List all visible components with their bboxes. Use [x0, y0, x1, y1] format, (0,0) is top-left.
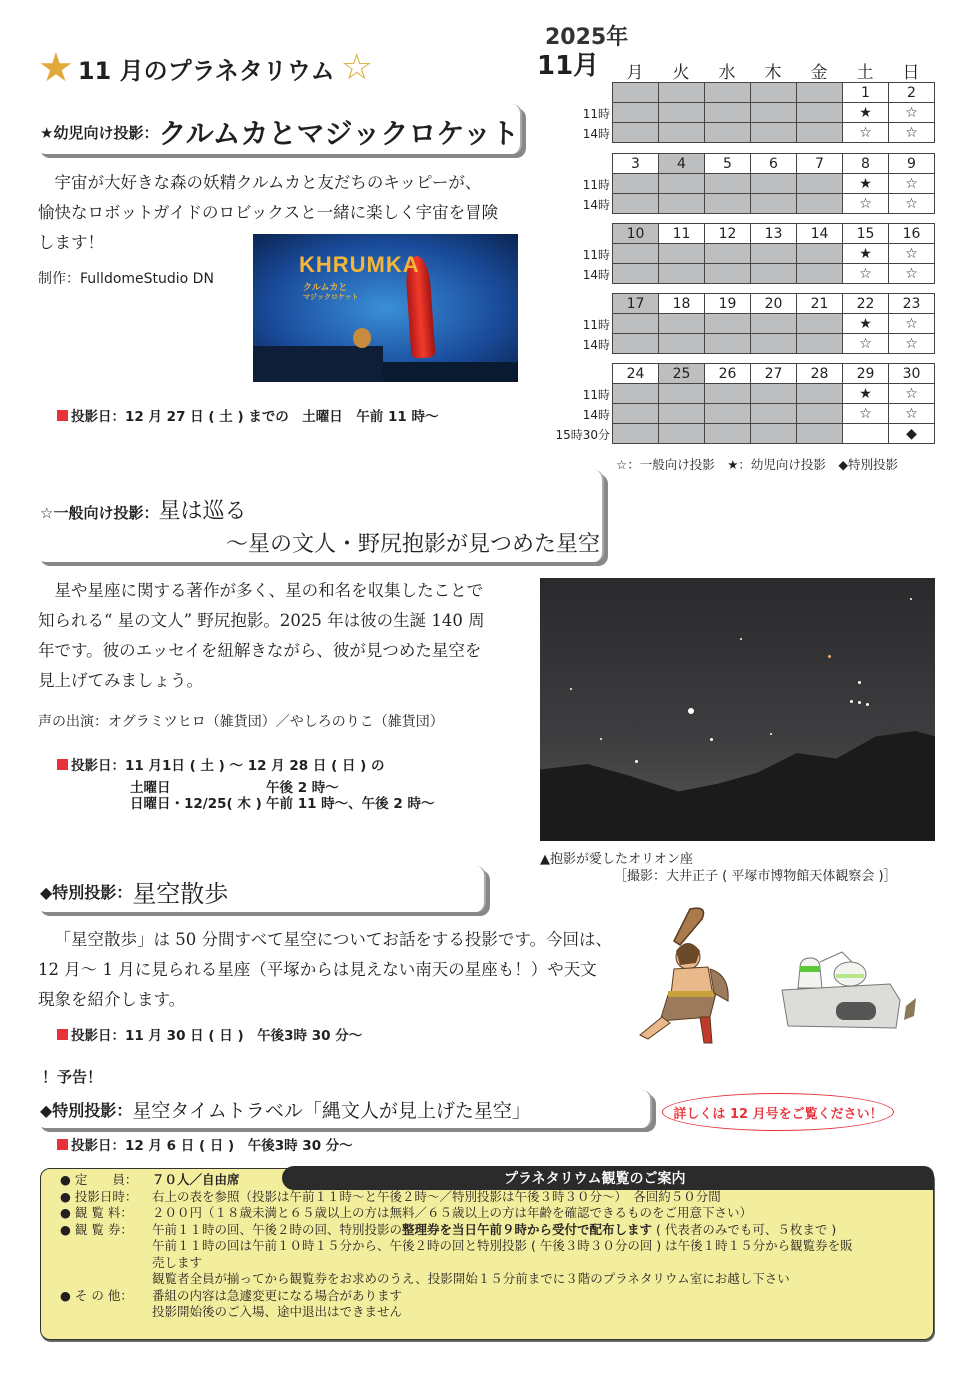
calendar-slot: ★ — [843, 244, 889, 264]
calendar-time-label: 11時 — [582, 318, 610, 332]
calendar-slot — [613, 334, 659, 354]
mountain-silhouette — [540, 731, 935, 841]
calendar-slot — [751, 244, 797, 264]
calendar-day-number — [659, 83, 705, 103]
calendar-slot: ☆ — [889, 264, 935, 284]
info-value: 売します — [152, 1254, 203, 1270]
weekday: 木 — [764, 63, 782, 83]
calendar-slot: ☆ — [889, 123, 935, 143]
calendar-time-label: 14時 — [582, 127, 610, 141]
calendar-slot — [797, 424, 843, 444]
info-label: ● 定 員： — [60, 1172, 138, 1187]
calendar-slot: ☆ — [889, 384, 935, 404]
section2-title-line1: 星は巡る — [158, 499, 247, 524]
calendar-slot — [613, 103, 659, 123]
calendar-day-number: 4 — [659, 154, 705, 174]
calendar-slot: ☆ — [843, 123, 889, 143]
section2-date — [57, 754, 385, 774]
calendar-slot — [751, 264, 797, 284]
info-label — [60, 1271, 152, 1288]
calendar-time-label: 15時30分 — [555, 428, 610, 442]
info-row — [60, 1288, 932, 1305]
section1-title: クルムカとマジックロケット — [158, 117, 520, 150]
calendar-slot — [613, 174, 659, 194]
weekday: 土 — [856, 63, 874, 83]
calendar-slot — [705, 103, 751, 123]
info-row — [60, 1172, 932, 1189]
calendar-week — [612, 293, 934, 354]
calendar-slot — [613, 384, 659, 404]
calendar-slot — [751, 194, 797, 214]
calendar-slot — [659, 314, 705, 334]
calendar-day-number: 11 — [659, 224, 705, 244]
body-line: 「星空散歩」は 50 分間すべて星空についてお話をする投影です。今回は、 — [54, 930, 613, 949]
calendar-slot — [659, 404, 705, 424]
calendar-slot — [613, 424, 659, 444]
calendar-slot — [705, 334, 751, 354]
calendar-slot — [659, 174, 705, 194]
calendar-slot — [613, 194, 659, 214]
notice-label: ！予告！ — [42, 1068, 103, 1086]
calendar-slot — [659, 334, 705, 354]
info-value: 投影開始後のご入場、途中退出はできません — [152, 1304, 403, 1319]
info-value: 午前１１時の回、午後２時の回、特別投影の整理券を当日午前９時から受付で配布します ( 代表者のみでも可、５枚まで ) — [152, 1221, 837, 1237]
khrumka-poster-image — [253, 234, 518, 382]
section3-date — [57, 1024, 362, 1044]
calendar-week — [612, 153, 934, 214]
body-line: 星や星座に関する著作が多く、星の和名を収集したことで — [54, 581, 484, 600]
calendar-day-number: 20 — [751, 294, 797, 314]
visitor-info-title: プラネタリウム観覧のご案内 — [282, 1166, 934, 1190]
calendar-slot — [705, 174, 751, 194]
section2-body — [38, 576, 533, 696]
info-row — [60, 1222, 932, 1239]
calendar-slot — [797, 314, 843, 334]
notice-date — [57, 1134, 353, 1154]
calendar-week — [612, 363, 934, 444]
calendar-slot — [659, 123, 705, 143]
section1-prefix: ★幼児向け投影： — [40, 123, 159, 142]
section3-heading — [36, 866, 486, 912]
calendar-slot — [751, 123, 797, 143]
calendar-slot: ☆ — [889, 404, 935, 424]
calendar-day-number: 16 — [889, 224, 935, 244]
calendar-month: 11月 — [537, 51, 600, 81]
calendar-day-number: 17 — [613, 294, 659, 314]
calendar-day-number: 25 — [659, 364, 705, 384]
calendar-day-number: 6 — [751, 154, 797, 174]
calendar-slot: ☆ — [889, 314, 935, 334]
calendar-day-number: 23 — [889, 294, 935, 314]
info-value: ７０人／自由席 — [152, 1172, 240, 1187]
info-row — [60, 1255, 932, 1272]
info-row — [60, 1205, 932, 1222]
info-label: ● 観 覧 券： — [60, 1221, 133, 1237]
calendar-slot — [659, 244, 705, 264]
calendar-slot — [659, 384, 705, 404]
calendar-year: 2025年 — [545, 25, 629, 50]
calendar-slot — [705, 194, 751, 214]
info-label — [60, 1238, 152, 1255]
date-text: 投影日：11 月 30 日 ( 日 ) 午後3時 30 分〜 — [71, 1028, 363, 1044]
calendar-slot: ☆ — [843, 264, 889, 284]
calendar-slot — [705, 244, 751, 264]
info-row — [60, 1189, 932, 1206]
section1-date — [57, 405, 439, 425]
calendar-slot: ☆ — [843, 194, 889, 214]
schedule-time: 午前 11 時〜、午後 2 時〜 — [266, 796, 435, 812]
calendar-slot: ☆ — [843, 404, 889, 424]
page-title — [38, 45, 373, 91]
weekday: 水 — [718, 63, 736, 83]
body-line: 知られる“ 星の文人” 野尻抱影。2025 年は彼の生誕 140 周 — [38, 611, 485, 630]
calendar-slot: ★ — [843, 384, 889, 404]
calendar-slot — [659, 103, 705, 123]
calendar-slot — [613, 404, 659, 424]
calendar-slot — [613, 264, 659, 284]
calendar-slot — [751, 384, 797, 404]
calendar-day-number: 8 — [843, 154, 889, 174]
calendar-slot: ☆ — [889, 103, 935, 123]
creature-illustration — [353, 328, 371, 348]
calendar-slot: ☆ — [889, 244, 935, 264]
info-label — [60, 1255, 152, 1272]
info-value: 右上の表を参照（投影は午前１１時〜と午後２時〜／特別投影は午後３時３０分〜） 各回約５０分間 — [152, 1188, 721, 1204]
see-december-issue-callout: 詳しくは 12 月号をご覧ください！ — [662, 1093, 894, 1131]
calendar-legend: ☆：一般向け投影 ★：幼児向け投影 ◆特別投影 — [616, 457, 899, 472]
info-label — [60, 1304, 152, 1321]
body-line: 12 月〜 1 月に見られる星座（平塚からは見えない南天の星座も！）や天文 — [38, 960, 597, 979]
notice-heading — [36, 1090, 652, 1128]
calendar-day-number: 27 — [751, 364, 797, 384]
calendar-day-number: 13 — [751, 224, 797, 244]
caveman-illustration — [630, 905, 740, 1045]
date-text: 投影日：11 月1日 ( 土 ) 〜 12 月 28 日 ( 日 ) の — [71, 758, 385, 774]
calendar-weekday-header — [612, 58, 934, 83]
calendar-slot — [797, 404, 843, 424]
calendar-slot — [797, 244, 843, 264]
calendar-time-label: 11時 — [582, 178, 610, 192]
calendar-time-label: 11時 — [582, 107, 610, 121]
calendar-slot — [659, 424, 705, 444]
weekday: 火 — [672, 63, 690, 83]
photo-credit: ［撮影：大井正子 ( 平塚市博物館天体観察会 )］ — [614, 869, 897, 884]
notice-title: 星空タイムトラベル「縄文人が見上げた星空」 — [132, 1099, 531, 1122]
calendar-time-label: 11時 — [582, 248, 610, 262]
calendar-day-number: 21 — [797, 294, 843, 314]
lab-apparatus-illustration — [780, 950, 920, 1030]
section1-credit: 制作：FulldomeStudio DN — [38, 271, 214, 287]
schedule-day: 土曜日 — [130, 780, 171, 796]
red-square-icon — [57, 1029, 68, 1040]
poster-subtitle: クルムカと — [303, 283, 348, 293]
calendar-slot — [705, 123, 751, 143]
calendar-day-number: 2 — [889, 83, 935, 103]
section3-prefix: ◆特別投影： — [40, 882, 133, 902]
body-line: 見上げてみましょう。 — [38, 671, 203, 690]
calendar-slot — [613, 314, 659, 334]
calendar-day-number: 7 — [797, 154, 843, 174]
calendar-slot: ★ — [843, 174, 889, 194]
calendar-slot — [705, 384, 751, 404]
body-line: 現象を紹介します。 — [38, 990, 186, 1009]
calendar-time-label: 14時 — [582, 268, 610, 282]
calendar-slot — [751, 103, 797, 123]
calendar-slot — [751, 314, 797, 334]
calendar-day-number — [613, 83, 659, 103]
section3-title: 星空散歩 — [132, 879, 229, 908]
calendar-time-label: 14時 — [582, 408, 610, 422]
calendar-slot: ☆ — [889, 174, 935, 194]
calendar-slot — [705, 264, 751, 284]
info-row — [60, 1271, 932, 1288]
page-title-text: 11 月のプラネタリウム — [77, 56, 335, 85]
calendar-slot: ★ — [843, 103, 889, 123]
poster-logo: KHRUMKA — [299, 252, 420, 277]
calendar-slot — [705, 404, 751, 424]
calendar-day-number: 18 — [659, 294, 705, 314]
calendar-slot — [797, 123, 843, 143]
section3-body — [38, 925, 638, 1015]
poster-subtitle2: マジックロケット — [303, 293, 359, 301]
calendar-week — [612, 223, 934, 284]
section2-title-line2: 〜星の文人・野尻抱影が見つめた星空 — [226, 532, 601, 557]
calendar-slot: ☆ — [889, 334, 935, 354]
calendar-slot — [751, 424, 797, 444]
calendar-day-number: 14 — [797, 224, 843, 244]
visitor-info-rows — [60, 1172, 932, 1321]
info-row — [60, 1304, 932, 1321]
orion-night-sky-photo — [540, 578, 935, 841]
body-line: 年です。彼のエッセイを紐解きながら、彼が見つめた星空を — [38, 641, 482, 660]
info-value: 観覧者全員が揃ってから観覧券をお求めのうえ、投影開始１５分前までに３階のプラネタリウム室にお越し下さい — [152, 1271, 790, 1286]
calendar-time-label: 11時 — [582, 388, 610, 402]
info-value: 番組の内容は急遽変更になる場合があります — [152, 1287, 403, 1303]
section2-heading — [36, 470, 604, 562]
calendar-day-number: 28 — [797, 364, 843, 384]
body-line: します！ — [38, 233, 104, 252]
calendar-slot — [797, 103, 843, 123]
calendar-slot — [613, 244, 659, 264]
info-label: ● そ の 他： — [60, 1287, 133, 1303]
calendar-day-number: 30 — [889, 364, 935, 384]
calendar-day-number: 15 — [843, 224, 889, 244]
calendar-slot — [751, 404, 797, 424]
calendar-day-number: 5 — [705, 154, 751, 174]
calendar-day-number: 24 — [613, 364, 659, 384]
schedule-day: 日曜日・12/25( 木 ) — [130, 796, 262, 812]
calendar-day-number: 9 — [889, 154, 935, 174]
calendar-day-number: 22 — [843, 294, 889, 314]
calendar-day-number: 19 — [705, 294, 751, 314]
calendar-slot — [797, 384, 843, 404]
calendar-slot — [843, 424, 889, 444]
weekday: 月 — [626, 63, 644, 83]
body-line: 宇宙が大好きな森の妖精クルムカと友だちのキッピーが、 — [54, 173, 482, 192]
red-square-icon — [57, 410, 68, 421]
calendar-day-number — [705, 83, 751, 103]
section2-schedule — [130, 780, 434, 812]
calendar-slot — [659, 264, 705, 284]
weekday: 金 — [810, 63, 828, 83]
info-value: 午前１１時の回は午前１０時１５分から、午後２時の回と特別投影 ( 午後３時３０分の回 ) は午後１時１５分から観覧券を販 — [152, 1238, 853, 1253]
calendar-slot: ◆ — [889, 424, 935, 444]
calendar-slot — [751, 174, 797, 194]
body-line: 愉快なロボットガイドのロビックスと一緒に楽しく宇宙を冒険 — [38, 203, 499, 222]
info-label: ● 観 覧 料： — [60, 1205, 133, 1220]
info-value: ２００円（１８歳未満と６５歳以上の方は無料／６５歳以上の方は年齢を確認できるものをご用意下さい） — [152, 1205, 753, 1220]
calendar-day-number: 29 — [843, 364, 889, 384]
filled-star-icon: ★ — [38, 45, 74, 91]
info-row — [60, 1238, 932, 1255]
calendar-day-number: 26 — [705, 364, 751, 384]
weekday: 日 — [902, 63, 920, 83]
notice-prefix: ◆特別投影： — [40, 1100, 133, 1120]
red-square-icon — [57, 759, 68, 770]
calendar-slot — [659, 194, 705, 214]
calendar-slot — [705, 424, 751, 444]
red-square-icon — [57, 1139, 68, 1150]
calendar-slot — [797, 194, 843, 214]
calendar-time-label: 14時 — [582, 198, 610, 212]
info-label: ● 投影日時： — [60, 1188, 138, 1204]
calendar-slot — [797, 334, 843, 354]
section2-prefix: ☆一般向け投影： — [40, 504, 159, 522]
section2-voice-cast: 声の出演：オグラミツヒロ（雑貨団）／やしろのりこ（雑貨団） — [38, 714, 444, 730]
schedule-time: 午後 2 時〜 — [266, 780, 339, 796]
calendar-week — [612, 82, 934, 143]
photo-caption: ▲抱影が愛したオリオン座 — [540, 852, 693, 867]
calendar-day-number: 12 — [705, 224, 751, 244]
outline-star-icon: ☆ — [340, 47, 373, 88]
calendar-slot: ☆ — [889, 194, 935, 214]
calendar-slot — [797, 264, 843, 284]
date-text: 投影日：12 月 27 日 ( 土 ) までの 土曜日 午前 11 時〜 — [71, 409, 439, 425]
calendar-day-number: 10 — [613, 224, 659, 244]
calendar-slot: ★ — [843, 314, 889, 334]
calendar-slot: ☆ — [843, 334, 889, 354]
calendar-slot — [705, 314, 751, 334]
date-text: 投影日：12 月 6 日 ( 日 ) 午後3時 30 分〜 — [71, 1138, 353, 1154]
calendar-day-number — [751, 83, 797, 103]
calendar-slot — [613, 123, 659, 143]
calendar-day-number: 1 — [843, 83, 889, 103]
section1-heading — [36, 104, 522, 154]
calendar-day-number — [797, 83, 843, 103]
calendar-slot — [751, 334, 797, 354]
calendar-time-label: 14時 — [582, 338, 610, 352]
calendar-day-number: 3 — [613, 154, 659, 174]
calendar-slot — [797, 174, 843, 194]
